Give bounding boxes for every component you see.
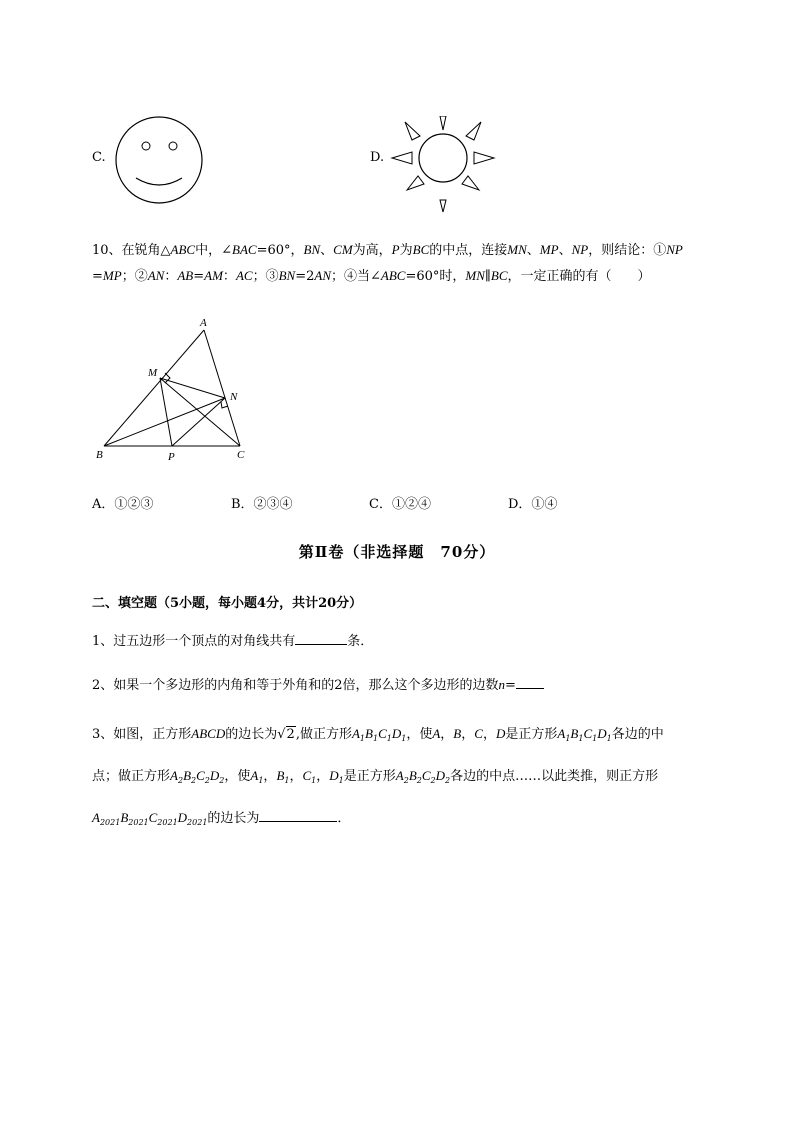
sun-ray bbox=[466, 122, 481, 140]
triangle-figure bbox=[90, 312, 260, 462]
sun-ray bbox=[440, 116, 446, 130]
smile-mouth bbox=[136, 178, 182, 185]
q10-line-2: =MP；②AN：AB=AM：AC；③BN=2AN；④当∠ABC=60°时，MN∥BC，一定正确的有（ ） bbox=[92, 268, 651, 284]
part2-title: 第Ⅱ卷（非选择题 70分） bbox=[298, 543, 496, 561]
segment-mp bbox=[160, 378, 172, 446]
segment-mn bbox=[160, 378, 225, 398]
sun-ray bbox=[474, 152, 494, 164]
option-c-label: C. bbox=[92, 150, 106, 165]
option-d-label: D. bbox=[370, 150, 385, 165]
q10-option-a[interactable]: A．①②③ bbox=[92, 497, 154, 512]
sun-figure bbox=[390, 116, 496, 214]
answer-blank[interactable] bbox=[259, 809, 337, 822]
face-outline bbox=[116, 117, 202, 203]
segment-ac bbox=[204, 330, 240, 446]
left-eye bbox=[142, 142, 150, 150]
fill-q3-line-1: 3、如图，正方形ABCD的边长为√2,做正方形$A_1B_1C_1D_1$，使A，B，C，D是正方形$A_1B_1C_1D_1$各边的中 bbox=[92, 726, 664, 743]
label-m: M bbox=[148, 367, 158, 379]
sqrt-symbol: √ bbox=[277, 727, 286, 742]
smiley-face-figure bbox=[112, 114, 208, 206]
label-p: P bbox=[168, 451, 175, 462]
label-a: A bbox=[200, 317, 207, 329]
fill-q3-line-3: $A_{2021}B_{2021}C_{2021}D_{2021}$的边长为 ． bbox=[92, 810, 351, 827]
fill-q3-line-2: 点；做正方形$A_2B_2C_2D_2$，使$A_1$，$B_1$，$C_1$，$D_1$是正方形$A_2B_2C_2D_2$各边的中点……以此类推，则正方形 bbox=[92, 768, 659, 785]
sun-ray bbox=[407, 176, 424, 190]
q10-option-d[interactable]: D．①④ bbox=[508, 497, 558, 512]
sun-ray bbox=[405, 122, 420, 140]
section2-heading: 二、填空题（5小题，每小题4分，共计20分） bbox=[92, 596, 363, 611]
segment-np bbox=[172, 398, 225, 446]
answer-blank[interactable] bbox=[516, 676, 544, 689]
segment-cm bbox=[160, 378, 240, 446]
label-c: C bbox=[237, 449, 245, 461]
sun-ray bbox=[462, 176, 479, 190]
q10-option-c[interactable]: C．①②④ bbox=[369, 497, 431, 512]
answer-blank[interactable] bbox=[295, 632, 347, 645]
segment-ab bbox=[104, 330, 204, 446]
label-n: N bbox=[230, 391, 238, 403]
right-eye bbox=[169, 142, 177, 150]
sun-center bbox=[419, 134, 467, 182]
sun-ray bbox=[440, 200, 446, 212]
fill-q1: 1、过五边形一个顶点的对角线共有 条． bbox=[92, 634, 374, 649]
q10-line-1: 10、在锐角△ABC中，∠BAC=60°，BN、CM为高，P为BC的中点，连接MN、MP、NP，则结论：①NP bbox=[92, 242, 683, 258]
fill-q2: 2、如果一个多边形的内角和等于外角和的2倍，那么这个多边形的边数n= bbox=[92, 675, 544, 696]
label-b: B bbox=[96, 449, 103, 461]
q10-option-b[interactable]: B．②③④ bbox=[231, 497, 293, 512]
sun-ray bbox=[392, 152, 412, 164]
